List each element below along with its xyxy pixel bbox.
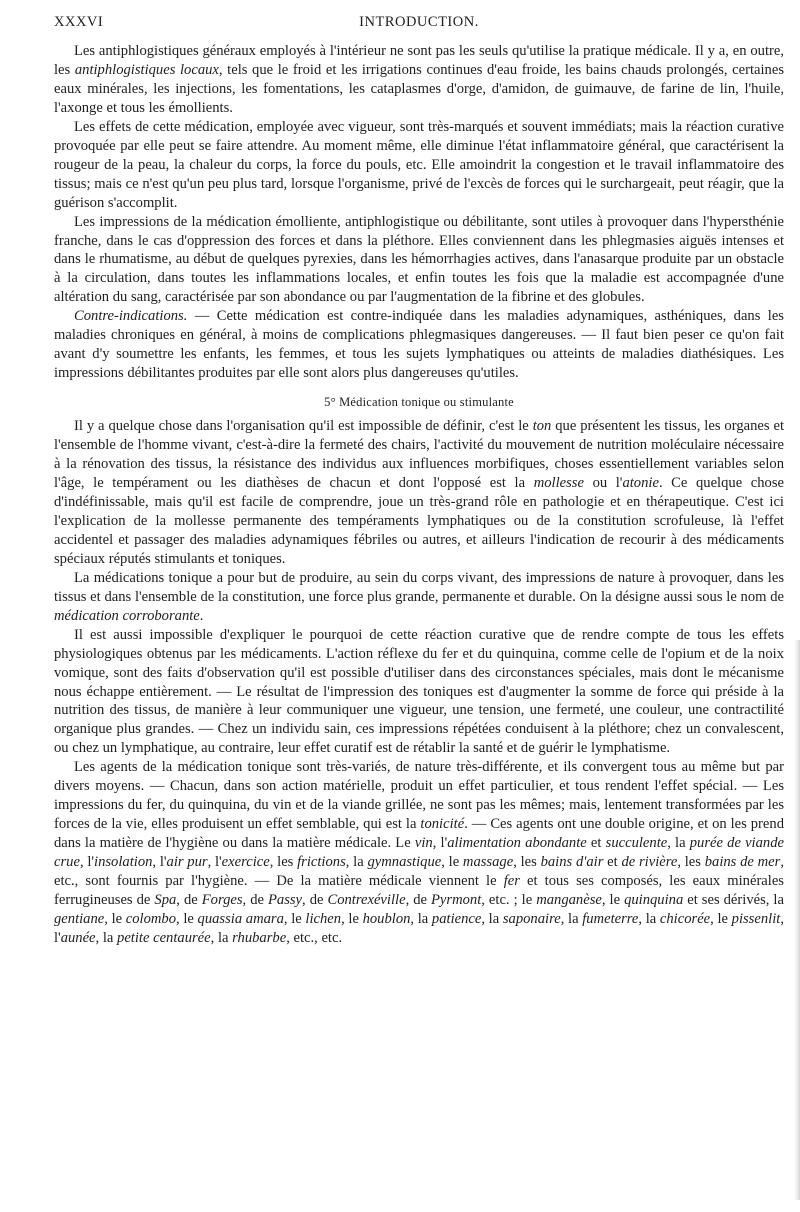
italic-term: gymnastique	[367, 854, 442, 871]
page-header	[54, 14, 784, 42]
italic-term: chicorée	[659, 910, 711, 927]
italic-term: quinquina	[624, 891, 684, 908]
paragraph-antiphlogistiques-locaux: Les antiphlogistiques généraux employés à l'intérieur ne sont pas les seuls qu'utilise la pratique médicale. Il y a, en outre, les antiphlogistiques locaux, tels que le froid et les irrigations continues d'eau froide, les bains chauds prolongés, certaines eaux minérales, les injections, les fomentations, les cataplasmes d'orge, d'amidon, de guimauve, de farine de lin, l'huile, l'axonge et tous les émollients.	[54, 43, 784, 116]
italic-term: purée de viande crue	[54, 835, 784, 871]
italic-term: de rivière	[621, 854, 678, 871]
italic-term: antiphlogistiques locaux	[74, 61, 219, 78]
italic-term: saponaire	[502, 910, 561, 927]
paragraph-contre-indications: Contre-indications. — Cette médication est contre-indiquée dans les maladies adynamiques, asthéniques, dans les maladies chroniques en général, à moins de complications phlegmasiques dangereuses. — Il faut bien peser ce qu'on fait avant d'y soumettre les enfants, les femmes, et tous les sujets lymphatiques ou atteints de maladies diathésiques. Les impressions débilitantes produites par elle sont alors plus dangereuses qu'utiles.	[54, 308, 784, 382]
italic-term: ton	[532, 418, 552, 435]
running-title: INTRODUCTION.	[359, 14, 479, 30]
italic-term: bains d'air	[540, 854, 604, 871]
italic-term: manganèse	[536, 891, 602, 908]
italic-term: Contre-indications.	[74, 308, 188, 325]
italic-term: mollesse	[533, 475, 584, 492]
italic-term: atonie	[622, 475, 659, 492]
italic-term: lichen	[305, 910, 342, 927]
paragraph-reaction-curative: Il est aussi impossible d'expliquer le pourquoi de cette réaction curative que de rendre compte de tous les effets physiologiques obtenus par les médicaments. L'action réflexe du fer et du quinquina, comme celle de l'opium et de la noix vomique, sont des faits d'observation qu'il est possible d'utiliser dans des circonstances spéciales, mais dont le mécanisme nous échappe entièrement. — Le résultat de l'impression des toniques est d'augmenter la somme de force qui préside à la nutrition des tissus, de manière à leur communiquer une vigueur, une tension, une fermeté, une couleur, une contractilité organique plus grandes. — Chez un individu sain, ces impressions répétées conduisent à la pléthore; chez un convalescent, ou chez un lymphatique, au contraire, leur effet curatif est de rétablir la santé et de guérir le lymphatisme.	[54, 626, 784, 757]
paragraph-agents-tonique: Les agents de la médication tonique sont très-variés, de nature très-différente, et ils convergent tous au même but par divers moyens. — Chacun, dans son action matérielle, produit un effet particulier, et tous rendent l'effet spécial. — Les impressions du fer, du quinquina, du vin et de la viande grillée, ne sont pas les mêmes; mais, lentement transformées par les forces de la vie, elles produisent un effet semblable, qui est la tonicité. — Ces agents ont une double origine, et on les prend dans la matière de l'hygiène ou dans la matière médicale. Le vin, l'alimentation abondante et succulente, la purée de viande crue, l'insolation, l'air pur, l'exercice, les frictions, la gymnastique, le massage, les bains d'air et de rivière, les bains de mer, etc., sont fournis par l'hygiène. — De la matière médicale viennent le fer et tous ses composés, les eaux minérales ferrugineuses de Spa, de Forges, de Passy, de Contrexéville, de Pyrmont, etc. ; le manganèse, le quinquina et ses dérivés, la gentiane, le colombo, le quassia amara, le lichen, le houblon, la patience, la saponaire, la fumeterre, la chicorée, le pissenlit, l'aunée, la petite centaurée, la rhubarbe, etc., etc.	[54, 759, 784, 946]
italic-term: air pur	[166, 854, 208, 871]
italic-term: fer	[503, 873, 520, 890]
section-heading: 5° Médication tonique ou stimulante	[324, 395, 514, 410]
italic-term: pissenlit	[731, 910, 781, 927]
italic-term: médication corroborante	[54, 607, 200, 624]
italic-term: frictions	[297, 854, 346, 871]
italic-term: fumeterre	[582, 910, 639, 927]
book-page	[54, 14, 784, 948]
italic-term: insolation	[94, 854, 153, 871]
paragraph-effets-medication: Les effets de cette médication, employée avec vigueur, sont très-marqués et souvent immédiats; mais la réaction curative provoquée par elle peut se faire attendre. Au moment même, elle diminue l'état inflammatoire général, que caractérisent la rougeur de la peau, la chaleur du corps, la force du pouls, etc. Elle amoindrit la congestion et le travail inflammatoire des tissus; mais ce n'est qu'un peu plus tard, lorsque l'organisme, privé de l'excès de forces qui le surchargeait, peut réagir, que la guérison s'accomplit.	[54, 118, 784, 211]
paragraph-ton: Il y a quelque chose dans l'organisation qu'il est impossible de définir, c'est le ton que présentent les tissus, les organes et l'ensemble de l'homme vivant, c'est-à-dire la fermeté des chairs, l'activité du mouvement de nutrition moléculaire nécessaire à la rénovation des tissus, la résistance des individus aux influences morbifiques, choses essentiellement variables selon l'âge, le tempérament ou les diathèses de chacun et dont l'opposé est la mollesse ou l'atonie. Ce quelque chose d'indéfinissable, mais qu'il est facile de comprendre, joue un très-grand rôle en pathologie et en thérapeutique. C'est ici l'explication de la mollesse permanente des tempéraments lymphatiques ou de la constitution scrofuleuse, là l'effet accidentel et passager des maladies adynamiques fébriles ou autres, et ailleurs l'indication de recourir à des médicaments spéciaux réputés stimulants et toniques.	[54, 418, 785, 567]
italic-term: aunée	[60, 929, 96, 946]
italic-term: patience	[431, 910, 482, 927]
italic-term: Spa	[154, 891, 177, 908]
body-text	[54, 42, 784, 948]
italic-term: gentiane	[54, 910, 105, 927]
italic-term: colombo	[125, 910, 177, 927]
italic-term: petite centaurée	[117, 929, 211, 946]
page-number: XXXVI	[54, 14, 104, 30]
paragraph-medication-tonique: La médications tonique a pour but de produire, au sein du corps vivant, des impressions de nature à provoquer, dans les tissus et dans l'ensemble de la constitution, une force plus grande, permanente et durable. On la désigne aussi sous le nom de médication corroborante.	[54, 569, 784, 624]
italic-term: rhubarbe	[232, 929, 287, 946]
italic-term: massage	[462, 854, 514, 871]
italic-term: tonicité	[420, 816, 465, 833]
italic-term: vin	[414, 835, 433, 852]
italic-term: Forges	[201, 891, 243, 908]
italic-term: quassia amara	[197, 910, 284, 927]
italic-term: Contrexéville	[327, 891, 406, 908]
italic-term: alimentation abondante	[447, 835, 587, 852]
italic-term: houblon	[362, 910, 411, 927]
italic-term: Passy	[267, 891, 303, 908]
italic-term: exercice	[221, 854, 270, 871]
paragraph-impressions-emollientes: Les impressions de la médication émolliente, antiphlogistique ou débilitante, sont utiles à provoquer dans l'hypersthénie franche, dans le cas d'oppression des forces et dans la pléthore. Elles conviennent dans les phlegmasies aiguës intenses et dans le rhumatisme, au début de quelques pyrexies, dans les hémorrhagies actives, dans l'anasarque produite par un obstacle à la circulation, dans toutes les inflammations locales, et enfin toutes les fois que la maladie est accompagnée d'une altération du sang, caractérisée par son abondance ou par l'augmentation de la fibrine et des globules.	[54, 213, 784, 306]
italic-term: bains de mer	[704, 854, 781, 871]
page-edge-shadow	[794, 640, 800, 1200]
italic-term: succulente	[605, 835, 668, 852]
italic-term: Pyrmont	[431, 891, 482, 908]
